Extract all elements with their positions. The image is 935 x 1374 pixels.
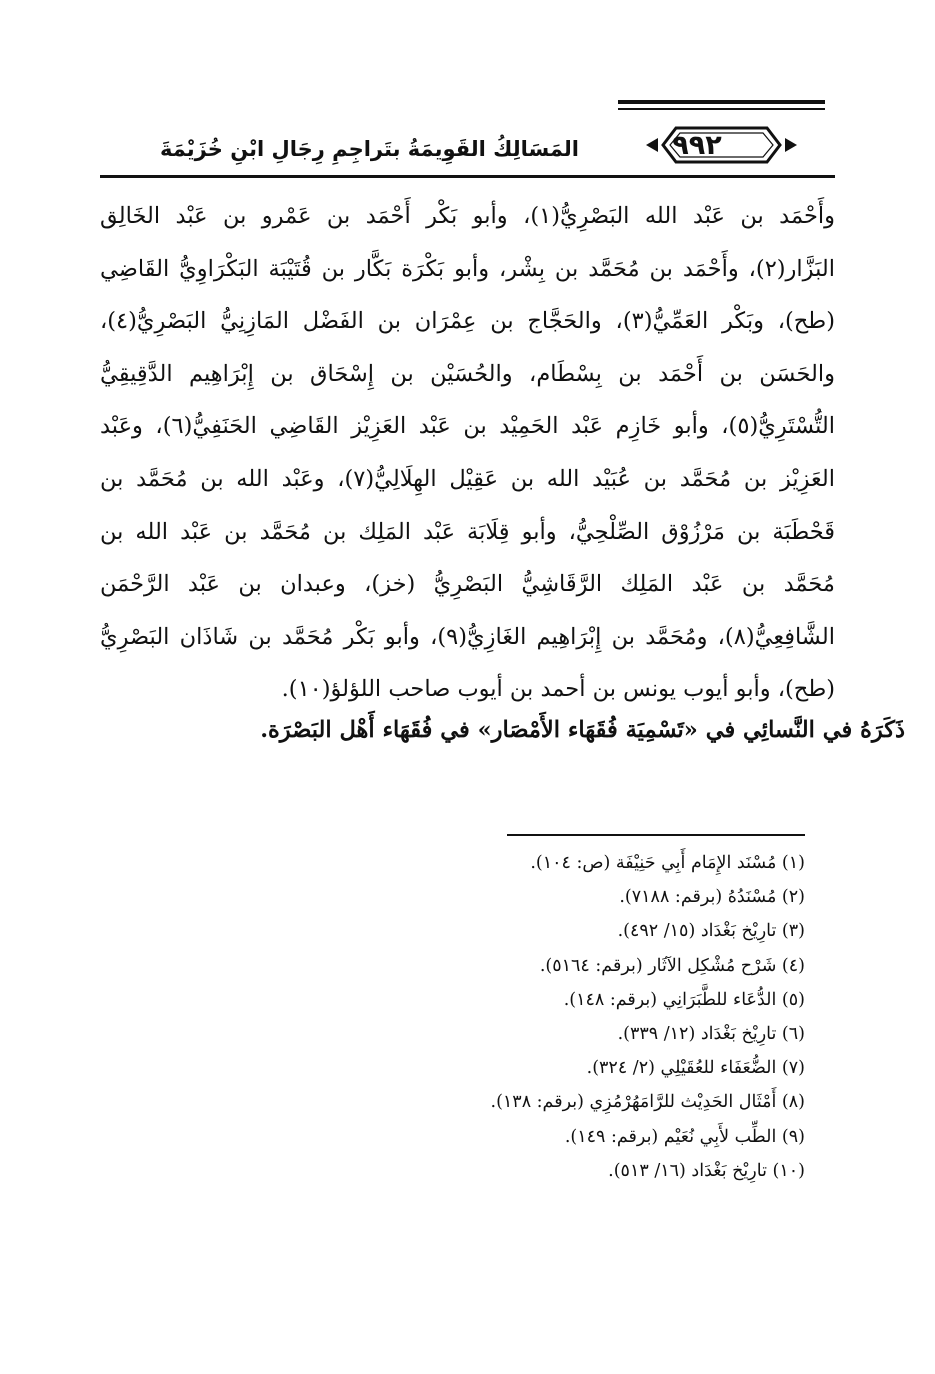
main-text [100, 190, 835, 716]
footnote: (٦) تارِيْخ بَغْدَاد (١٢/ ٣٣٩). [617, 1023, 805, 1044]
text-line: العَزِيْز بن مُحَمَّد بن عُبَيْد الله بن عَقِيْل الهِلَالِيُّ(٧)، وعَبْد الله بن مُحَمَّد بن [100, 465, 835, 492]
page-header [100, 100, 835, 180]
text-line: التُّسْتَرِيُّ(٥)، وأبو خَازِم عَبْد الحَمِيْد بن عَبْد العَزِيْز القَاضِي الحَنَفِيُّ(٦)، وعَبْد [100, 413, 835, 440]
footnote: (١) مُسْنَد الإِمَام أَبِي حَنِيْفَة (ص: ١٠٤). [530, 853, 805, 873]
text-line: البَزَّار(٢)، وأَحْمَد بن مُحَمَّد بن بِشْر، وأبو بَكْرَة بَكَّار بن قُتَيْبَة البَكْرَاوِيُّ القَاضِي [100, 255, 835, 282]
citation-line: ذَكَرَهُ في النَّسائِي في «تَسْمِيَة فُقَهَاء الأَمْصَار» في فُقَهَاء أَهْل البَصْرَة. [260, 717, 905, 743]
footnote-divider [507, 834, 805, 836]
footnote: (٥) الدُّعَاء للطَّبَرَانِي (برقم: ١٤٨). [563, 989, 805, 1010]
footnote: (٢) مُسْنَدُهُ (برقم: ٧١٨٨). [619, 887, 805, 908]
text-line: (طح)، وأبو أيوب يونس بن أحمد بن أيوب صاحب اللؤلؤ(١٠). [281, 676, 835, 703]
footnote: (٤) شَرْح مُشْكِل الآثَار (برقم: ٥١٦٤). [539, 955, 805, 976]
text-line: والحَسَن بن أَحْمَد بن بِسْطَام، والحُسَيْن بن إِسْحَاق بن إِبْرَاهِيم الدَّقِيقِيُّ [100, 360, 835, 387]
text-line: (طح)، وبَكْر العَمِّيُّ(٣)، والحَجَّاج بن عِمْرَان بن الفَضْل المَازِنِيُّ البَصْرِيُّ(٤)، [100, 308, 835, 335]
header-divider [100, 175, 835, 178]
footnote: (٨) أَمْثَال الحَدِيْث للرَّامَهُرْمُزِي (برقم: ١٣٨). [490, 1092, 805, 1113]
text-line: وأَحْمَد بن عَبْد الله البَصْرِيُّ(١)، وأبو بَكْر أَحْمَد بن عَمْرو بن عَبْد الخَالِق [100, 203, 835, 229]
text-line: مُحَمَّد بن عَبْد المَلِك الرَّقَاشِيُّ البَصْرِيُّ (خز)، وعبدان بن عَبْد الرَّحْمَن [100, 571, 835, 598]
page-number: ٩٩٢ [672, 130, 722, 161]
book-title: المَسَالِكُ القَوِيمَةُ بتَراجِمِ رِجَالِ ابْنِ خُزَيْمَةَ [159, 137, 579, 161]
text-line: قَحْطَبَة بن مَرْزُوْق الصِّلْحِيُّ، وأبو قِلَابَة عَبْد المَلِك بن مُحَمَّد بن عَبْد الله بن [100, 518, 835, 545]
footnote: (٩) الطِّب لأَبِي نُعَيْم (برقم: ١٤٩). [564, 1126, 805, 1147]
footnotes [105, 846, 805, 1188]
footnote: (١٠) تارِيْخ بَغْدَاد (١٦/ ٥١٣). [608, 1160, 805, 1181]
footnote: (٣) تارِيْخ بَغْدَاد (١٥/ ٤٩٢). [617, 921, 805, 942]
footnote: (٧) الضُّعَفَاء للعُقَيْلِي (٢/ ٣٢٤). [586, 1058, 805, 1079]
text-line: الشَّافِعِيُّ(٨)، ومُحَمَّد بن إِبْرَاهِيم الغَازِيُّ(٩)، وأبو بَكْر مُحَمَّد بن شَاذَان البَصْرِيُّ [100, 623, 835, 650]
